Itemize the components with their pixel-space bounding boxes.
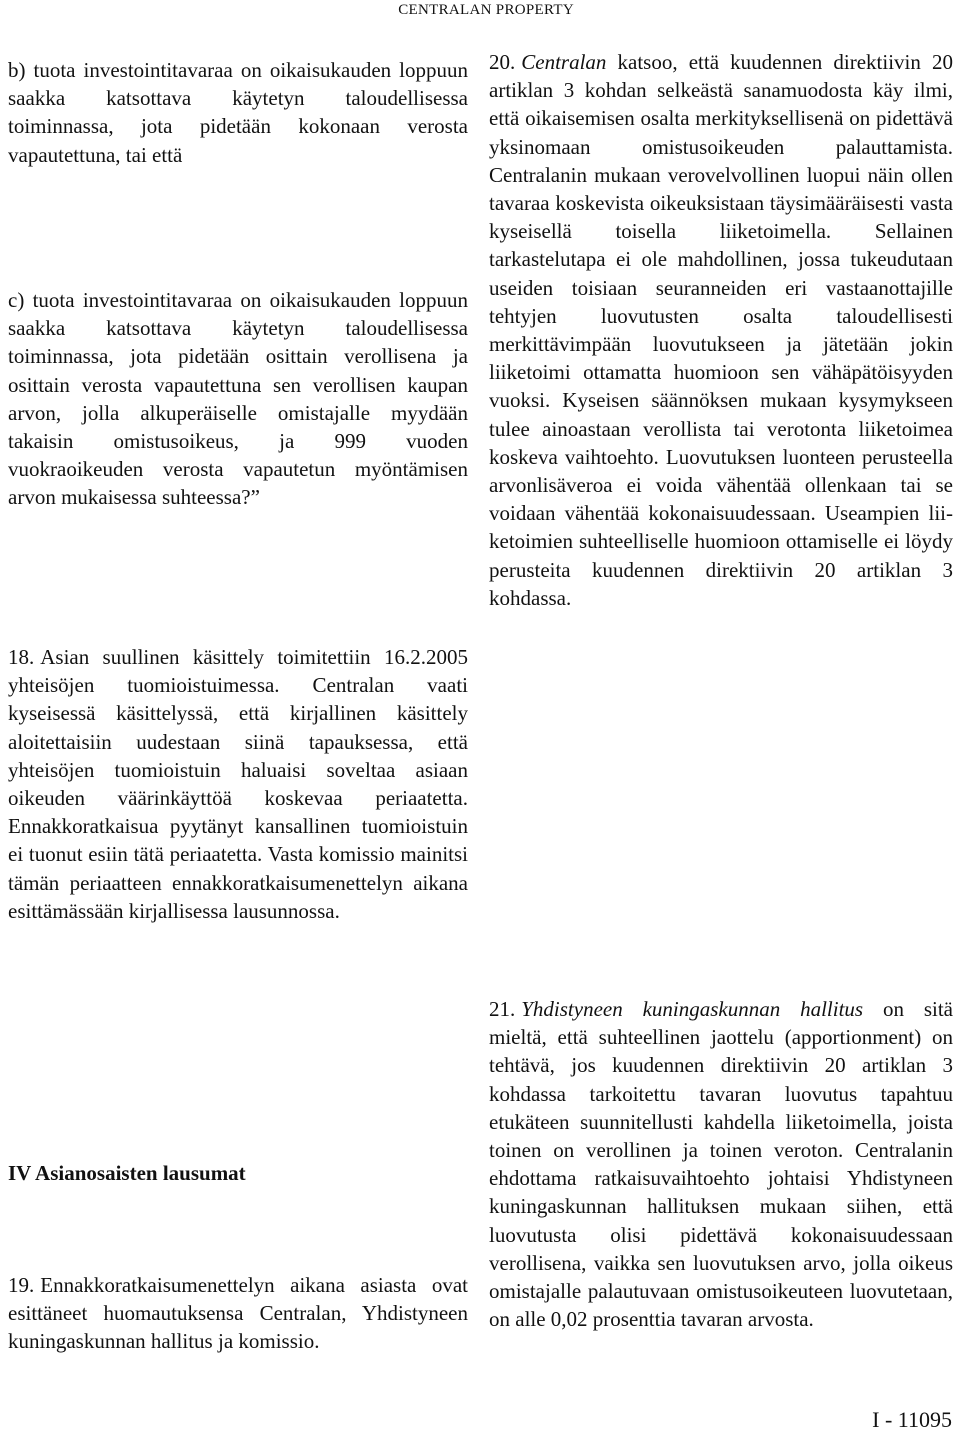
paragraph-21-text: on sitä mieltä, että suhteellinen jaottelu (apportionment) on tehtävä, jos kuudennen direktiivin 20 artiklan 3 kohdassa tarkoitettu tavaran luovutus tapahtuu etukäteen suunnitellusti kahdella liiketoimella, joista toinen on verollinen ja toinen veroton. Centralanin ehdottama ratkaisuvaihtoehto johtaisi Yhdistyneen kuningaskunnan hallituksen mukaan siihen, että luovutusta olisi pidettävä kokonaisuudessaan verollisena, vaikka sen luovutuksen arvo, jolla oikeus omistajalle palautuvaan omistusoikeuteen luovutetaan, on alle 0,02 prosenttia tavaran arvosta.: [489, 997, 953, 1332]
page-number: I - 11095: [872, 1407, 952, 1432]
paragraph-18-text: Asian suullinen käsittely toimitettiin 16.2.2005 yhteisöjen tuomioistuimessa. Centralan vaati kyseisessä käsittelyssä, että kirjallinen käsittely aloitettaisiin uudestaan siinä tapauksessa, että yhteisöjen tuomioistuin haluaisi soveltaa asiaan oikeuden väärinkäyttöä koskevaa periaatetta. Ennakkoratkaisua pyytänyt kansallinen tuomioistuin ei tuonut esiin tätä periaatetta. Vasta komissio mainitsi tämän periaatteen ennakkoratkaisumenettelyn aikana esittämässään kirjallisessa lausunnossa.: [8, 645, 468, 923]
question-item-b: b) tuota investointitavaraa on oikaisukauden loppuun saakka katsottava käytetyn taloudellisessa toiminnassa, jota pidetään kokonaan verosta vapautettuna, tai että: [8, 58, 468, 167]
paragraph-20-number: 20.: [489, 50, 516, 74]
paragraph-20: [489, 48, 953, 612]
paragraph-21-subject: Yhdistyneen kuningaskunnan hallitus: [521, 997, 864, 1021]
paragraph-19-number: 19.: [8, 1273, 35, 1297]
paragraph-20-subject: Centralan: [521, 50, 607, 74]
paragraph-21: [489, 995, 953, 1333]
section-heading: IV Asianosaisten lausumat: [8, 1161, 246, 1185]
paragraph-19-text: Ennakkoratkaisumenettelyn aikana asiasta ovat esittäneet huomautuksensa Centralan, Yhdistyneen kuningaskunnan hallitus ja komissio.: [8, 1273, 468, 1354]
running-head: CENTRALAN PROPERTY: [398, 2, 574, 18]
paragraph-18: [8, 643, 468, 925]
paragraph-20-text: katsoo, että kuudennen direktiivin 20 artiklan 3 kohdan selkeästä sanamuodosta käy ilmi, että oikaisemisen osalta merkityksellisenä on pidettävä yksinomaan omistusoikeuden palauttamista. Centralanin mukaan verovelvollinen luopui näin ollen tavaraa koskevista oikeuksistaan täysimääräisesti vasta kyseisellä toisella liiketoimella. Sellainen tarkastelutapa ei ole mahdollinen, jossa tukeudutaan useiden toisiaan seuranneiden eri vastaanottajille tehtyjen luovutusten osalta taloudellisesti merkittävimpään luovutukseen ja jätetään jokin liiketoimi ottamatta huomioon sen vähäpätöisyyden vuoksi. Kyseisen säännöksen mukaan kysymykseen tulee ainoastaan verollista tai verotonta liiketoimea koskeva vaihtoehto. Luovutuksen luonteen perusteella arvonlisäveroa ei voida vähentää ollenkaan tai se voidaan vähentää kokonaisuudessaan. Useampien liiketoimien suhteelliselle huomioon ottamiselle ei löydy perusteita kuudennen direktiivin 20 artiklan 3 kohdassa.: [489, 50, 953, 610]
question-item-c: c) tuota investointitavaraa on oikaisukauden loppuun saakka katsottava käytetyn taloudellisessa toiminnassa, jota pidetään osittain verollisena ja osittain verosta vapautettuna sen verollisen kaupan arvon, jolla alkuperäiselle omistajalle myydään takaisin omistusoikeus, ja 999 vuoden vuokraoikeuden verosta vapautetun myöntämisen arvon mukaisessa suhteessa?”: [8, 288, 468, 510]
paragraph-21-number: 21.: [489, 997, 516, 1021]
paragraph-18-number: 18.: [8, 645, 35, 669]
paragraph-19: [8, 1271, 468, 1356]
